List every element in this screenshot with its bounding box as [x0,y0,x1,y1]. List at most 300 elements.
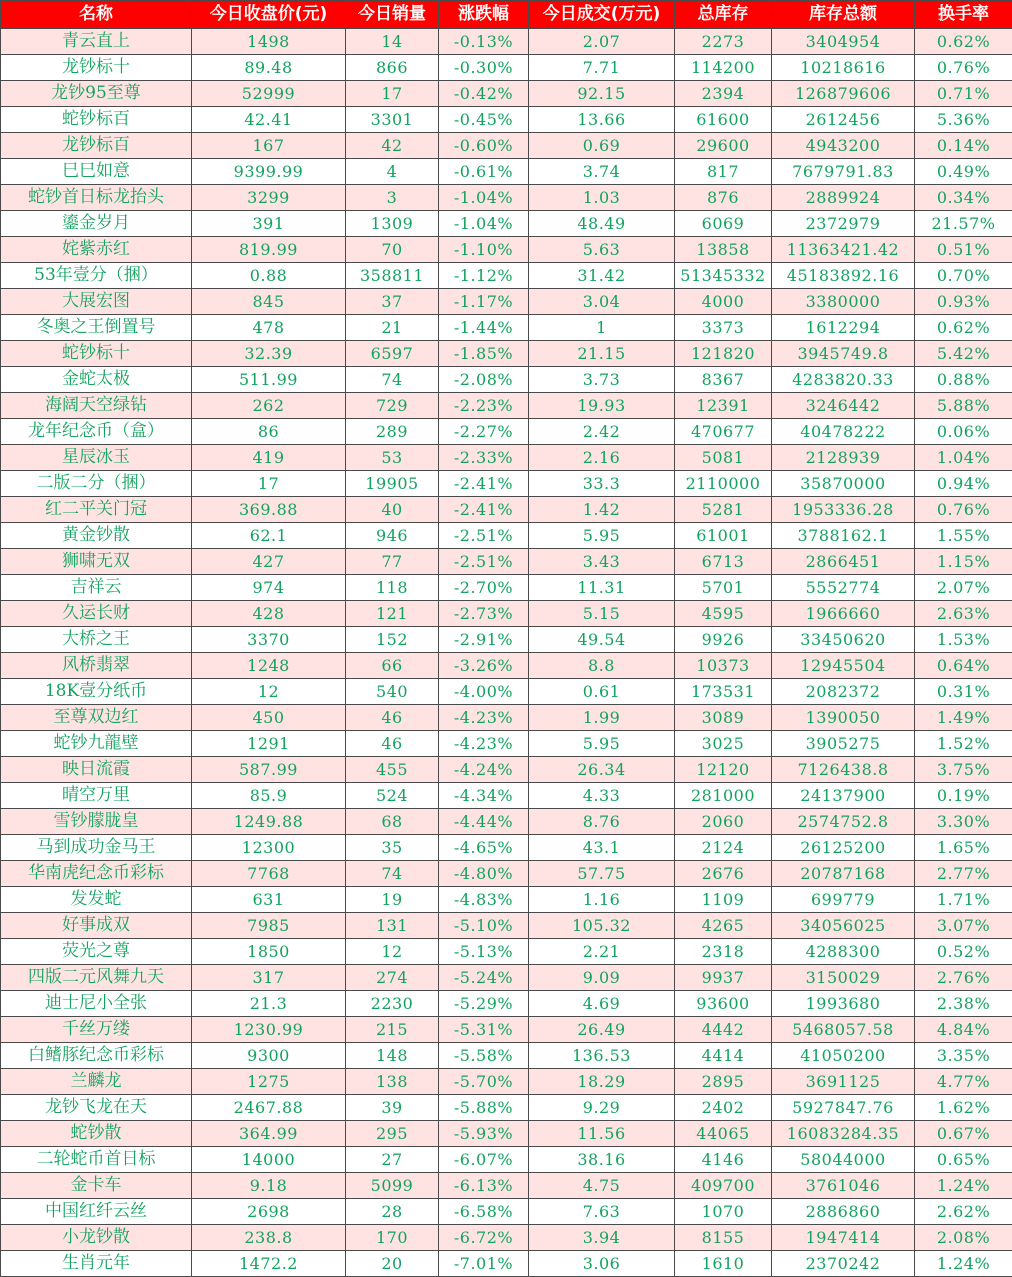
cell-inventory: 61600 [675,107,772,133]
cell-turnover: 4.33 [529,783,675,809]
cell-volume: 19 [346,887,439,913]
cell-turnover: 3.94 [529,1225,675,1251]
cell-name: 红二平关门冠 [1,497,192,523]
cell-inventory: 8155 [675,1225,772,1251]
table-row [1,419,1012,445]
cell-inventory-value: 2574752.8 [772,809,915,835]
cell-change: -5.10% [439,913,529,939]
cell-volume: 6597 [346,341,439,367]
cell-change: -2.41% [439,471,529,497]
cell-change: -5.29% [439,991,529,1017]
cell-volume: 540 [346,679,439,705]
cell-volume: 118 [346,575,439,601]
cell-change: -2.91% [439,627,529,653]
cell-inventory: 114200 [675,55,772,81]
cell-turnover-rate: 0.52% [915,939,1012,965]
cell-inventory: 2895 [675,1069,772,1095]
cell-inventory: 3089 [675,705,772,731]
cell-change: -5.93% [439,1121,529,1147]
cell-turnover: 3.06 [529,1251,675,1277]
cell-name: 二轮蛇币首日标 [1,1147,192,1173]
cell-volume: 3301 [346,107,439,133]
cell-change: -1.04% [439,211,529,237]
cell-name: 小龙钞散 [1,1225,192,1251]
cell-turnover-rate: 0.19% [915,783,1012,809]
cell-close-price: 86 [192,419,346,445]
cell-name: 白鳍豚纪念币彩标 [1,1043,192,1069]
cell-turnover-rate: 0.51% [915,237,1012,263]
cell-inventory: 2273 [675,29,772,55]
cell-close-price: 12 [192,679,346,705]
cell-turnover: 9.29 [529,1095,675,1121]
cell-inventory-value: 4288300 [772,939,915,965]
cell-turnover-rate: 1.65% [915,835,1012,861]
cell-close-price: 9.18 [192,1173,346,1199]
cell-change: -2.27% [439,419,529,445]
cell-turnover: 105.32 [529,913,675,939]
cell-change: -6.58% [439,1199,529,1225]
cell-change: -4.83% [439,887,529,913]
cell-inventory: 1610 [675,1251,772,1277]
cell-turnover-rate: 3.75% [915,757,1012,783]
cell-inventory-value: 3905275 [772,731,915,757]
cell-inventory-value: 1966660 [772,601,915,627]
cell-inventory: 121820 [675,341,772,367]
cell-turnover-rate: 0.70% [915,263,1012,289]
cell-change: -0.42% [439,81,529,107]
cell-inventory-value: 10218616 [772,55,915,81]
cell-name: 兰麟龙 [1,1069,192,1095]
table-row [1,887,1012,913]
cell-name: 金卡车 [1,1173,192,1199]
table-row [1,627,1012,653]
cell-turnover-rate: 1.62% [915,1095,1012,1121]
cell-turnover-rate: 2.07% [915,575,1012,601]
cell-inventory: 2060 [675,809,772,835]
cell-inventory-value: 5927847.76 [772,1095,915,1121]
cell-turnover: 21.15 [529,341,675,367]
cell-turnover: 5.63 [529,237,675,263]
cell-turnover-rate: 1.15% [915,549,1012,575]
cell-volume: 12 [346,939,439,965]
table-row [1,133,1012,159]
cell-turnover: 49.54 [529,627,675,653]
cell-turnover: 2.21 [529,939,675,965]
cell-name: 蛇钞首日标龙抬头 [1,185,192,211]
cell-turnover: 8.8 [529,653,675,679]
cell-inventory-value: 35870000 [772,471,915,497]
table-row [1,1069,1012,1095]
cell-inventory: 2676 [675,861,772,887]
cell-name: 巳巳如意 [1,159,192,185]
cell-volume: 5099 [346,1173,439,1199]
cell-name: 金蛇太极 [1,367,192,393]
cell-close-price: 1230.99 [192,1017,346,1043]
cell-close-price: 14000 [192,1147,346,1173]
cell-inventory-value: 4943200 [772,133,915,159]
cell-close-price: 317 [192,965,346,991]
cell-change: -2.33% [439,445,529,471]
cell-turnover-rate: 0.49% [915,159,1012,185]
cell-close-price: 17 [192,471,346,497]
cell-inventory-value: 126879606 [772,81,915,107]
cell-change: -0.45% [439,107,529,133]
cell-close-price: 1248 [192,653,346,679]
table-row [1,367,1012,393]
cell-change: -0.60% [439,133,529,159]
cell-inventory: 29600 [675,133,772,159]
cell-turnover: 7.71 [529,55,675,81]
cell-turnover: 43.1 [529,835,675,861]
cell-inventory-value: 1612294 [772,315,915,341]
table-header [1,1,1012,29]
cell-close-price: 478 [192,315,346,341]
cell-turnover: 1.03 [529,185,675,211]
cell-turnover-rate: 2.77% [915,861,1012,887]
table-row [1,679,1012,705]
table-row [1,575,1012,601]
cell-name: 风桥翡翠 [1,653,192,679]
cell-close-price: 1249.88 [192,809,346,835]
cell-close-price: 427 [192,549,346,575]
cell-turnover: 11.31 [529,575,675,601]
cell-volume: 2230 [346,991,439,1017]
cell-turnover: 3.04 [529,289,675,315]
cell-inventory-value: 7679791.83 [772,159,915,185]
cell-turnover: 4.75 [529,1173,675,1199]
cell-inventory: 12120 [675,757,772,783]
cell-name: 龙钞飞龙在天 [1,1095,192,1121]
cell-name: 海阔天空绿钻 [1,393,192,419]
cell-inventory-value: 12945504 [772,653,915,679]
cell-inventory: 5281 [675,497,772,523]
cell-volume: 39 [346,1095,439,1121]
cell-inventory-value: 2612456 [772,107,915,133]
cell-volume: 148 [346,1043,439,1069]
cell-volume: 524 [346,783,439,809]
cell-inventory-value: 5552774 [772,575,915,601]
column-header-inventory: 总库存 [675,1,772,29]
cell-volume: 74 [346,367,439,393]
column-header-volume: 今日销量 [346,1,439,29]
cell-turnover-rate: 1.04% [915,445,1012,471]
table-row [1,1121,1012,1147]
cell-name: 中国红纤云丝 [1,1199,192,1225]
cell-turnover-rate: 0.67% [915,1121,1012,1147]
cell-close-price: 845 [192,289,346,315]
cell-inventory-value: 1953336.28 [772,497,915,523]
table-row [1,601,1012,627]
cell-volume: 28 [346,1199,439,1225]
cell-change: -3.26% [439,653,529,679]
cell-name: 狮啸无双 [1,549,192,575]
cell-name: 鎏金岁月 [1,211,192,237]
column-header-close-price: 今日收盘价(元) [192,1,346,29]
cell-change: -4.23% [439,705,529,731]
cell-turnover-rate: 2.63% [915,601,1012,627]
cell-inventory-value: 26125200 [772,835,915,861]
table-row [1,1225,1012,1251]
column-header-name: 名称 [1,1,192,29]
cell-inventory-value: 2866451 [772,549,915,575]
cell-change: -6.13% [439,1173,529,1199]
cell-name: 龙年纪念币（盒） [1,419,192,445]
cell-inventory-value: 11363421.42 [772,237,915,263]
cell-inventory-value: 58044000 [772,1147,915,1173]
table-row [1,653,1012,679]
cell-turnover-rate: 0.34% [915,185,1012,211]
cell-turnover-rate: 21.57% [915,211,1012,237]
cell-close-price: 32.39 [192,341,346,367]
cell-inventory: 4414 [675,1043,772,1069]
cell-inventory-value: 45183892.16 [772,263,915,289]
cell-name: 雪钞朦胧皇 [1,809,192,835]
cell-change: -4.00% [439,679,529,705]
cell-volume: 46 [346,705,439,731]
cell-name: 龙钞95至尊 [1,81,192,107]
cell-volume: 40 [346,497,439,523]
cell-inventory: 173531 [675,679,772,705]
cell-turnover: 18.29 [529,1069,675,1095]
cell-name: 蛇钞标百 [1,107,192,133]
cell-turnover-rate: 4.77% [915,1069,1012,1095]
cell-turnover: 2.42 [529,419,675,445]
cell-turnover: 7.63 [529,1199,675,1225]
cell-name: 黄金钞散 [1,523,192,549]
cell-turnover: 3.43 [529,549,675,575]
cell-inventory: 2110000 [675,471,772,497]
cell-turnover-rate: 1.49% [915,705,1012,731]
cell-name: 蛇钞散 [1,1121,192,1147]
table-row [1,1251,1012,1277]
cell-turnover-rate: 1.24% [915,1173,1012,1199]
table-row [1,289,1012,315]
cell-volume: 4 [346,159,439,185]
cell-volume: 27 [346,1147,439,1173]
cell-name: 至尊双边红 [1,705,192,731]
cell-change: -1.17% [439,289,529,315]
table-row [1,315,1012,341]
cell-turnover: 5.15 [529,601,675,627]
cell-turnover-rate: 5.88% [915,393,1012,419]
cell-turnover-rate: 5.36% [915,107,1012,133]
table-row [1,211,1012,237]
cell-inventory: 2394 [675,81,772,107]
cell-volume: 866 [346,55,439,81]
table-row [1,1199,1012,1225]
table-row [1,731,1012,757]
cell-inventory: 5081 [675,445,772,471]
cell-volume: 20 [346,1251,439,1277]
table-row [1,1173,1012,1199]
table-row [1,913,1012,939]
cell-close-price: 364.99 [192,1121,346,1147]
cell-name: 冬奥之王倒置号 [1,315,192,341]
cell-turnover: 8.76 [529,809,675,835]
cell-turnover-rate: 0.14% [915,133,1012,159]
cell-inventory-value: 7126438.8 [772,757,915,783]
table-row [1,1043,1012,1069]
cell-close-price: 974 [192,575,346,601]
cell-change: -1.04% [439,185,529,211]
cell-close-price: 419 [192,445,346,471]
cell-close-price: 12300 [192,835,346,861]
cell-name: 18K壹分纸币 [1,679,192,705]
cell-close-price: 167 [192,133,346,159]
table-row [1,861,1012,887]
cell-close-price: 7985 [192,913,346,939]
cell-volume: 121 [346,601,439,627]
cell-inventory: 13858 [675,237,772,263]
cell-name: 姹紫赤红 [1,237,192,263]
cell-change: -7.01% [439,1251,529,1277]
cell-name: 发发蛇 [1,887,192,913]
cell-change: -2.70% [439,575,529,601]
cell-inventory-value: 3404954 [772,29,915,55]
cell-name: 久运长财 [1,601,192,627]
cell-inventory-value: 3761046 [772,1173,915,1199]
cell-close-price: 2467.88 [192,1095,346,1121]
cell-inventory-value: 1947414 [772,1225,915,1251]
table-row [1,471,1012,497]
table-row [1,523,1012,549]
cell-name: 青云直上 [1,29,192,55]
table-row [1,1017,1012,1043]
cell-close-price: 1498 [192,29,346,55]
table-row [1,341,1012,367]
cell-volume: 74 [346,861,439,887]
cell-turnover: 1.99 [529,705,675,731]
cell-inventory: 6713 [675,549,772,575]
cell-name: 吉祥云 [1,575,192,601]
cell-turnover: 3.73 [529,367,675,393]
cell-change: -6.72% [439,1225,529,1251]
cell-change: -4.23% [439,731,529,757]
cell-volume: 21 [346,315,439,341]
cell-close-price: 52999 [192,81,346,107]
cell-inventory: 409700 [675,1173,772,1199]
cell-inventory: 3025 [675,731,772,757]
cell-inventory: 5701 [675,575,772,601]
cell-name: 荧光之尊 [1,939,192,965]
cell-name: 龙钞标百 [1,133,192,159]
cell-inventory-value: 20787168 [772,861,915,887]
cell-close-price: 511.99 [192,367,346,393]
cell-change: -4.24% [439,757,529,783]
cell-turnover-rate: 1.52% [915,731,1012,757]
cell-inventory-value: 3150029 [772,965,915,991]
cell-volume: 66 [346,653,439,679]
cell-close-price: 0.88 [192,263,346,289]
cell-change: -4.44% [439,809,529,835]
cell-turnover: 1.42 [529,497,675,523]
cell-inventory: 876 [675,185,772,211]
cell-volume: 19905 [346,471,439,497]
cell-turnover: 11.56 [529,1121,675,1147]
cell-turnover: 19.93 [529,393,675,419]
cell-close-price: 3299 [192,185,346,211]
cell-inventory: 12391 [675,393,772,419]
cell-close-price: 9300 [192,1043,346,1069]
cell-turnover: 5.95 [529,523,675,549]
cell-inventory: 61001 [675,523,772,549]
cell-inventory-value: 2886860 [772,1199,915,1225]
cell-change: -5.31% [439,1017,529,1043]
cell-volume: 131 [346,913,439,939]
cell-turnover: 57.75 [529,861,675,887]
cell-name: 大桥之王 [1,627,192,653]
cell-inventory-value: 3788162.1 [772,523,915,549]
cell-name: 龙钞标十 [1,55,192,81]
cell-inventory: 817 [675,159,772,185]
cell-close-price: 1850 [192,939,346,965]
table-row [1,497,1012,523]
table-row [1,237,1012,263]
cell-volume: 42 [346,133,439,159]
cell-close-price: 587.99 [192,757,346,783]
cell-inventory-value: 1390050 [772,705,915,731]
cell-change: -1.12% [439,263,529,289]
cell-inventory-value: 2372979 [772,211,915,237]
table-row [1,939,1012,965]
header-row [1,1,1012,29]
cell-turnover: 92.15 [529,81,675,107]
cell-turnover: 9.09 [529,965,675,991]
table-row [1,55,1012,81]
cell-volume: 53 [346,445,439,471]
cell-inventory: 10373 [675,653,772,679]
table-row [1,81,1012,107]
cell-turnover: 13.66 [529,107,675,133]
cell-turnover: 26.34 [529,757,675,783]
cell-inventory: 9926 [675,627,772,653]
cell-inventory-value: 3691125 [772,1069,915,1095]
cell-volume: 729 [346,393,439,419]
cell-close-price: 391 [192,211,346,237]
cell-inventory-value: 40478222 [772,419,915,445]
cell-volume: 1309 [346,211,439,237]
cell-inventory-value: 16083284.35 [772,1121,915,1147]
cell-inventory: 9937 [675,965,772,991]
cell-turnover-rate: 3.30% [915,809,1012,835]
cell-name: 马到成功金马王 [1,835,192,861]
cell-turnover-rate: 4.84% [915,1017,1012,1043]
cell-close-price: 62.1 [192,523,346,549]
cell-name: 蛇钞标十 [1,341,192,367]
cell-turnover: 0.61 [529,679,675,705]
cell-close-price: 42.41 [192,107,346,133]
table-row [1,705,1012,731]
cell-inventory: 4146 [675,1147,772,1173]
cell-inventory: 1070 [675,1199,772,1225]
cell-change: -2.73% [439,601,529,627]
cell-change: -5.24% [439,965,529,991]
cell-name: 映日流霞 [1,757,192,783]
cell-turnover: 0.69 [529,133,675,159]
cell-inventory-value: 5468057.58 [772,1017,915,1043]
cell-turnover: 5.95 [529,731,675,757]
cell-name: 星辰冰玉 [1,445,192,471]
table-row [1,263,1012,289]
cell-close-price: 819.99 [192,237,346,263]
cell-inventory: 6069 [675,211,772,237]
cell-volume: 289 [346,419,439,445]
cell-turnover: 26.49 [529,1017,675,1043]
cell-inventory: 2402 [675,1095,772,1121]
cell-change: -0.61% [439,159,529,185]
table-row [1,991,1012,1017]
cell-turnover-rate: 0.76% [915,55,1012,81]
